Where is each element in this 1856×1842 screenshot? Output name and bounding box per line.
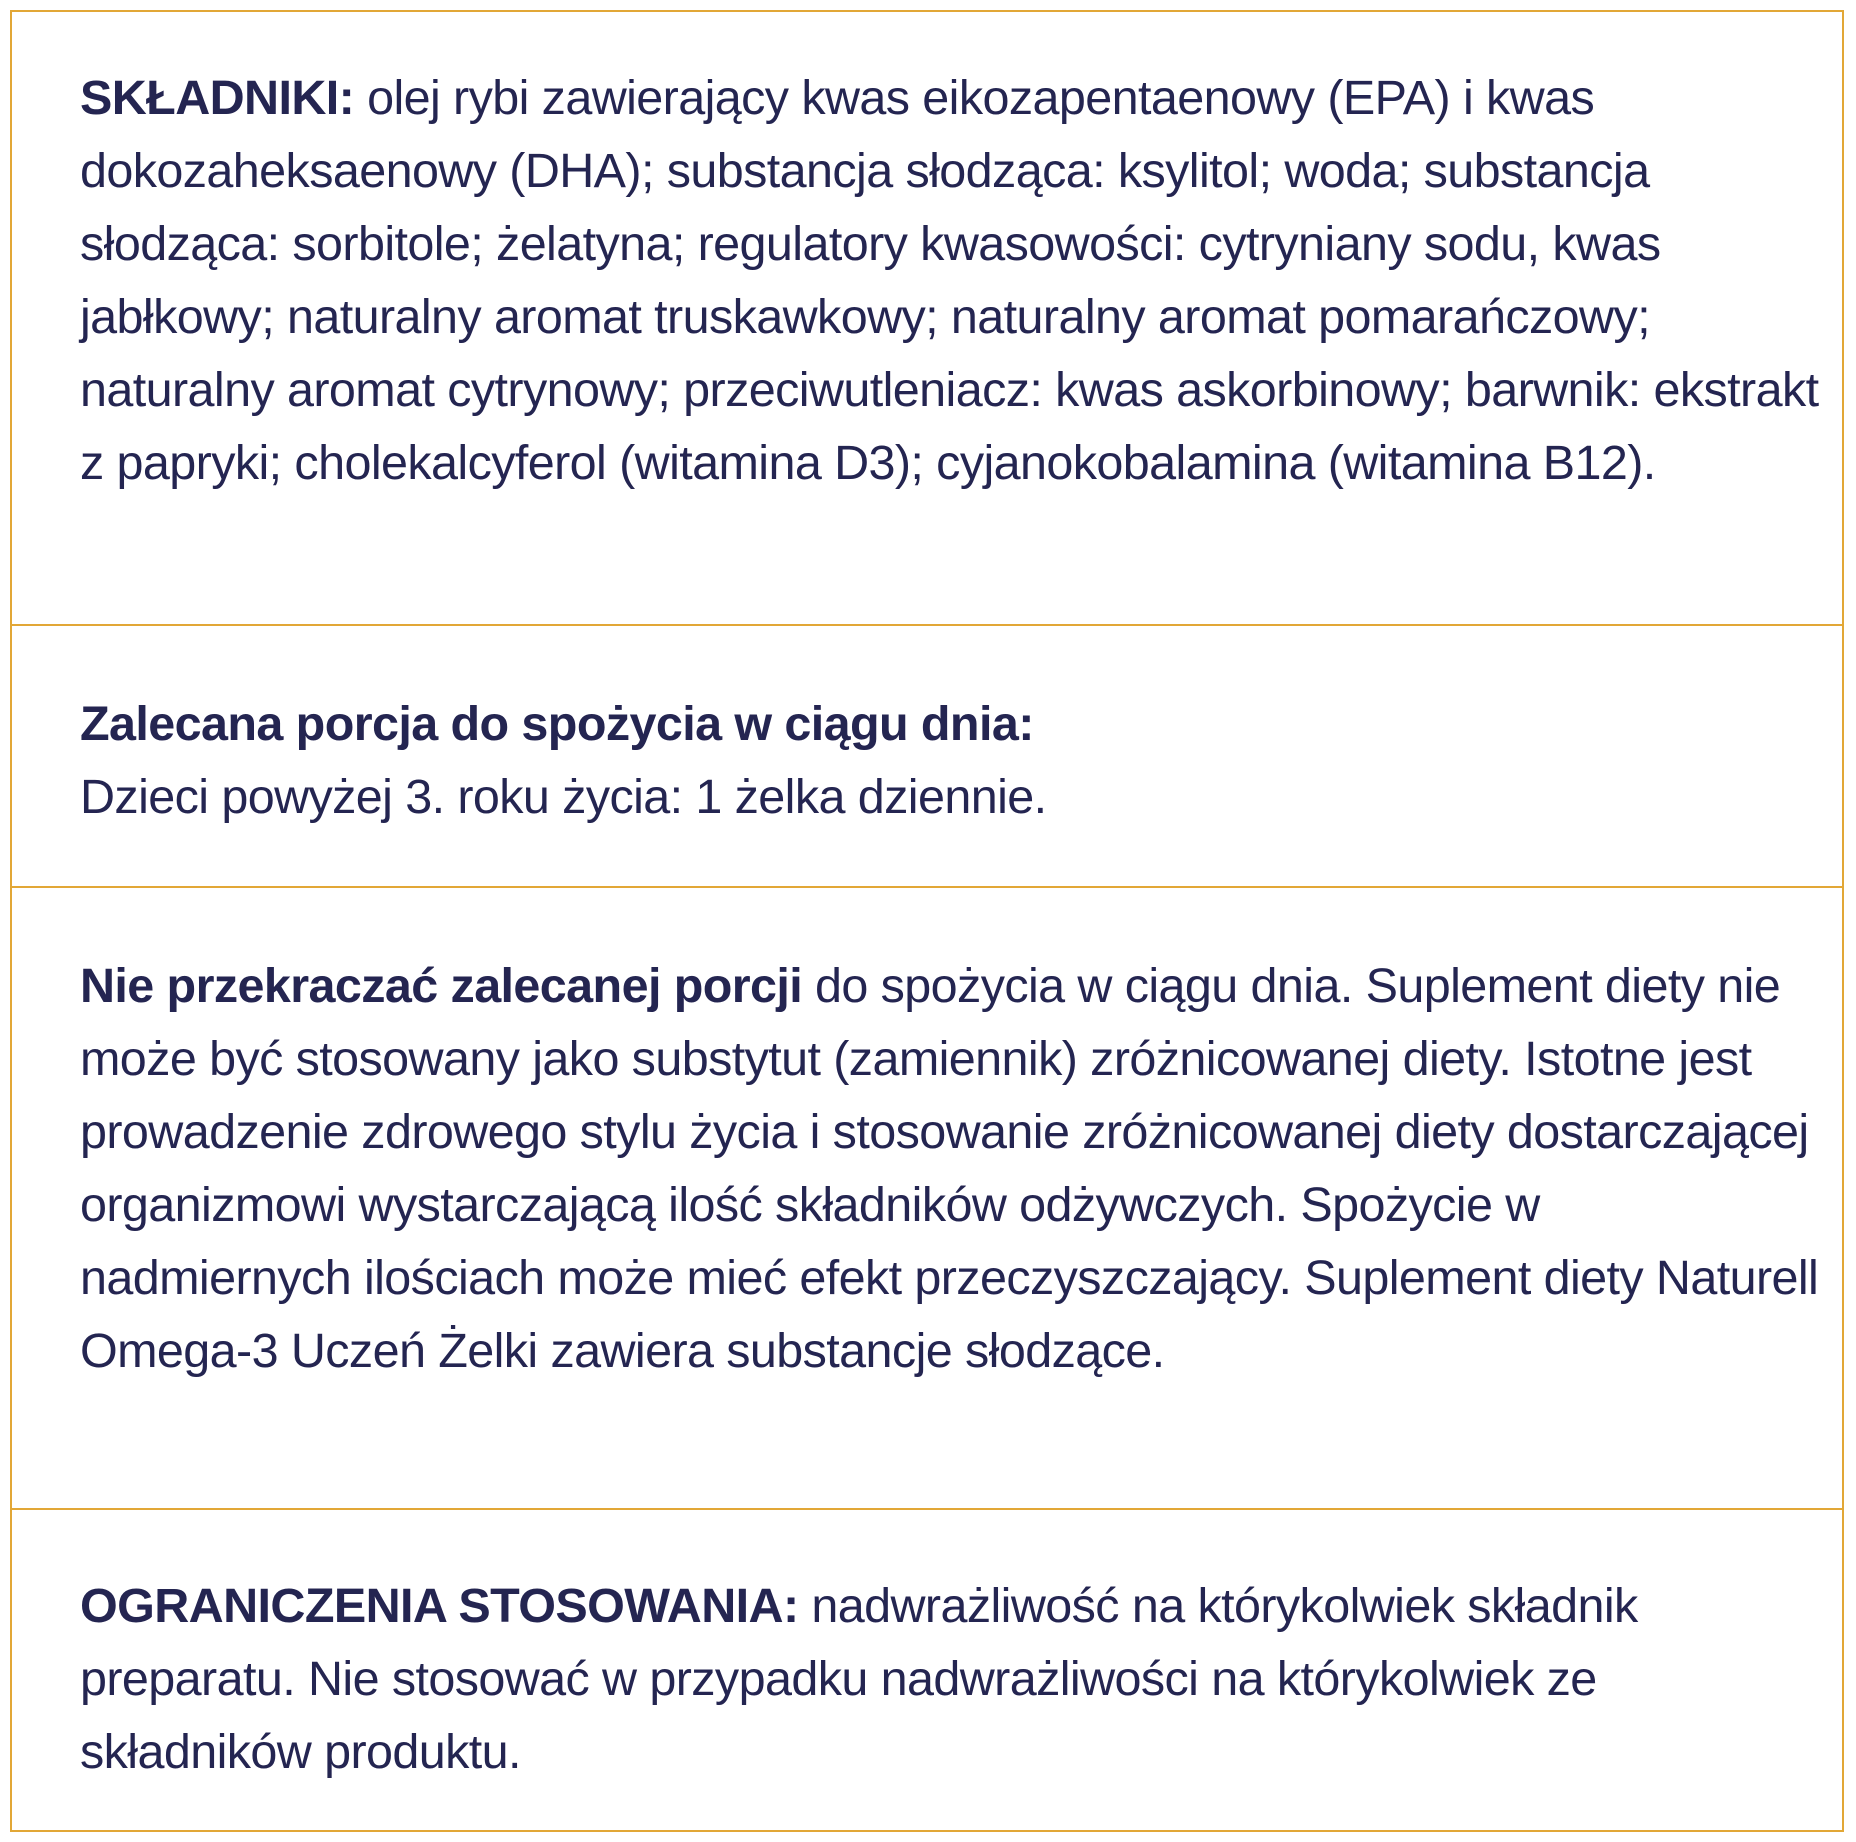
label-panel [10, 10, 1844, 1832]
warning-body: do spożycia w ciągu dnia. Suplement diety nie może być stosowany jako substytut (zamiennik) zróżnicowanej diety. Istotne jest prowadzenie zdrowego stylu życia i stosowanie zróżnicowanej diety dostarczającej organizmowi wystarczającą ilość składników odżywczych. Spożycie w nadmiernych ilościach może mieć efekt przeczyszczający. Suplement diety Naturell Omega-3 Uczeń Żelki zawiera substancje słodzące. [80, 959, 1819, 1378]
portion-heading: Zalecana porcja do spożycia w ciągu dnia: [80, 697, 1034, 751]
warning-text [80, 950, 1822, 1388]
portion-text [80, 688, 1822, 834]
limits-section [12, 1510, 1842, 1832]
ingredients-body: olej rybi zawierający kwas eikozapentaenowy (EPA) i kwas dokozaheksaenowy (DHA); substancja słodząca: ksylitol; woda; substancja słodząca: sorbitole; żelatyna; regulatory kwasowości: cytryniany sodu, kwas jabłkowy; naturalny aromat truskawkowy; naturalny aromat pomarańczowy; naturalny aromat cytrynowy; przeciwutleniacz: kwas askorbinowy; barwnik: ekstrakt z papryki; cholekalcyferol (witamina D3); cyjanokobalamina (witamina B12). [80, 71, 1819, 490]
limits-text [80, 1570, 1822, 1789]
ingredients-heading: SKŁADNIKI: [80, 71, 355, 125]
warning-section [12, 888, 1842, 1510]
portion-body: Dzieci powyżej 3. roku życia: 1 żelka dziennie. [80, 770, 1047, 824]
ingredients-text [80, 62, 1822, 500]
ingredients-section [12, 12, 1842, 626]
limits-heading: OGRANICZENIA STOSOWANIA: [80, 1579, 799, 1633]
portion-section [12, 626, 1842, 888]
limits-body: nadwrażliwość na którykolwiek składnik preparatu. Nie stosować w przypadku nadwrażliwości na którykolwiek ze składników produktu. [80, 1579, 1638, 1779]
warning-heading: Nie przekraczać zalecanej porcji [80, 959, 803, 1013]
